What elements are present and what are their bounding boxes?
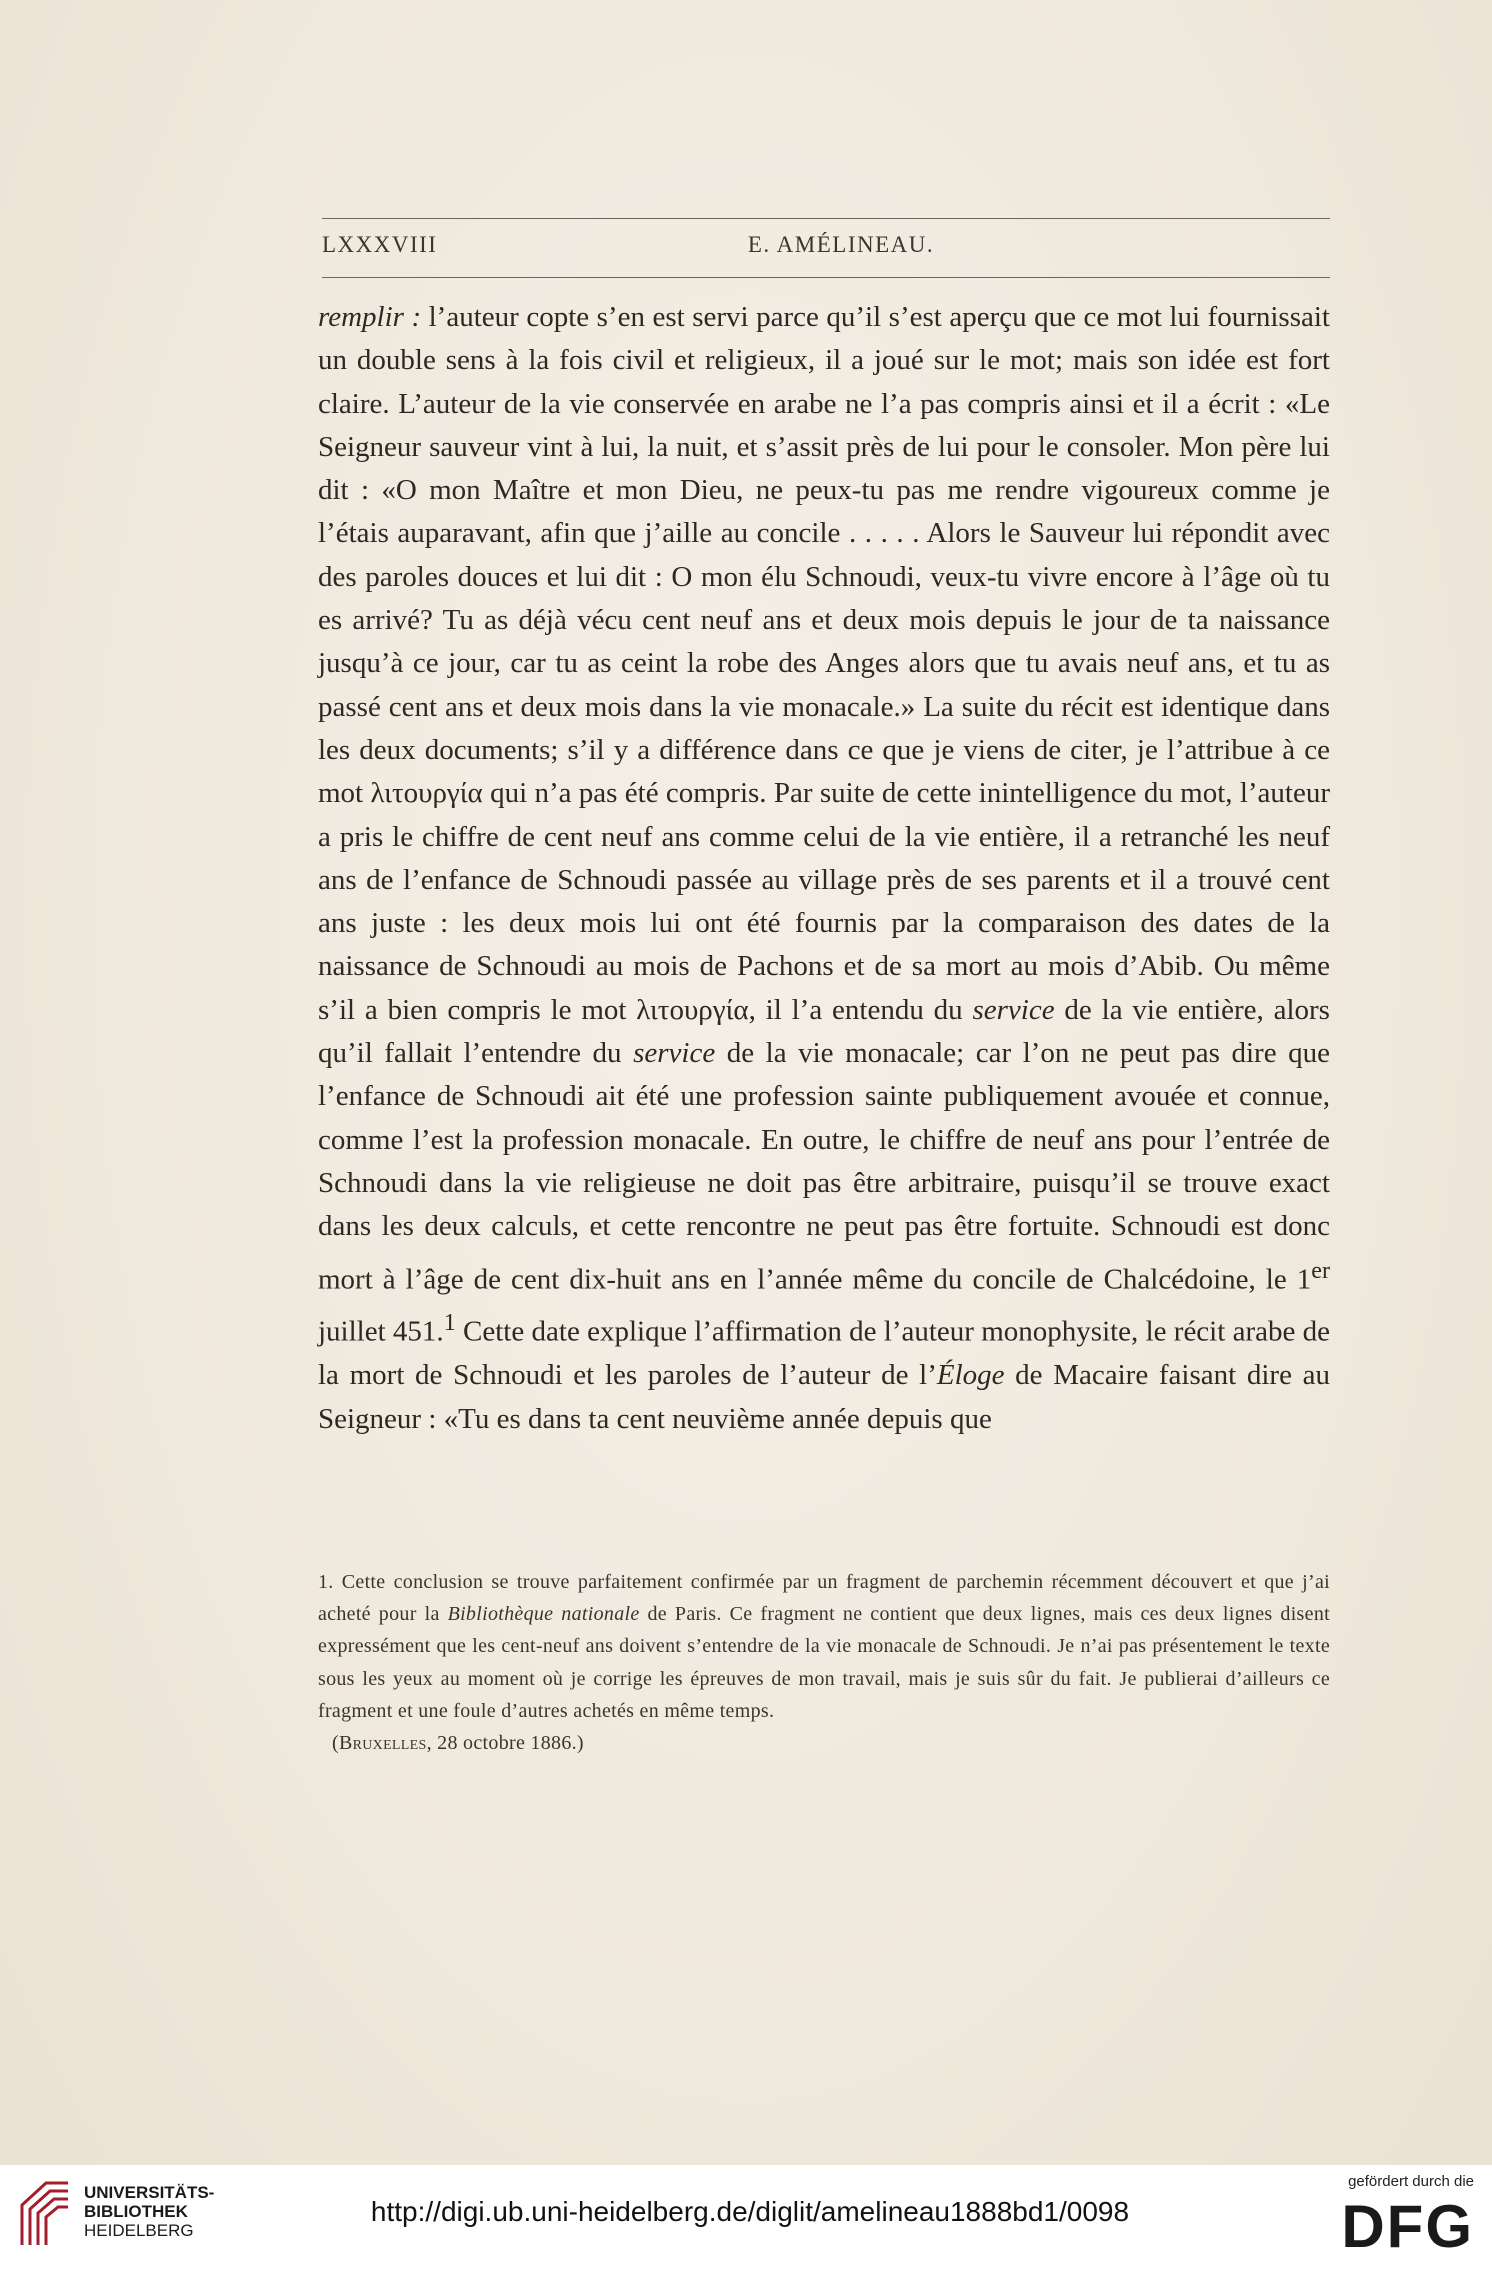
- text-run: Cette date explique l’affirmation de l’auteur monophysite, le récit arabe de la mort de Schnoudi et les paroles de l’auteur de l’: [318, 1316, 1330, 1392]
- footnotes: [318, 1566, 1330, 1759]
- text-run: de la vie monacale; car l’on ne peut pas dire que l’enfance de Schnoudi ait été une profession sainte publiquement avouée et connue, comme l’est la profession monacale. En outre, le chiffre de neuf ans pour l’entrée de Schnoudi dans la vie religieuse ne doit pas être arbitraire, puisqu’il se trouve exact dans les deux calculs, et cette rencontre ne peut pas être fortuite. Schnoudi est donc mort à l’âge de cent dix-huit ans en l’année même du concile de Chalcédoine, le 1: [318, 1037, 1330, 1296]
- footnote-date: [318, 1727, 1330, 1759]
- superscript: er: [1311, 1256, 1330, 1284]
- footnote-marker[interactable]: 1: [443, 1309, 456, 1337]
- text-run: juillet 451.: [318, 1316, 444, 1349]
- italic-word: Bibliothèque nationale: [447, 1603, 640, 1626]
- library-line: UNIVERSITÄTS-: [84, 2183, 215, 2202]
- library-line: HEIDELBERG: [84, 2221, 194, 2240]
- italic-word: service: [633, 1037, 716, 1070]
- text-run: de la vie entière, alors qu’il fallait l’entendre du: [318, 993, 1330, 1070]
- header-rule-top: [322, 218, 1330, 219]
- library-line: BIBLIOTHEK: [84, 2202, 188, 2221]
- italic-word: Éloge: [936, 1359, 1005, 1392]
- ub-heidelberg-logo-icon[interactable]: [16, 2175, 74, 2251]
- italic-word: remplir :: [318, 301, 422, 333]
- header-rule-bottom: [322, 277, 1330, 278]
- text-run: qui n’a pas été compris. Par suite de cette inintelligence du mot, l’auteur a pris le chiffre de cent neuf ans comme celui de la vie entière, il a retranché les neuf ans de l’enfance de Schnoudi passée au village près de ses parents et il a trouvé cent ans juste : les deux mois lui ont été fournis par la comparaison des dates de la naissance de Schnoudi au mois de Pachons et de sa mort au mois d’Abib. Ou même s’il a bien compris le mot: [318, 777, 1330, 1026]
- main-text: [318, 296, 1330, 1441]
- permalink-url[interactable]: http://digi.ub.uni-heidelberg.de/diglit/amelineau1888bd1/0098: [370, 2196, 1130, 2227]
- running-header: [322, 232, 1330, 268]
- paragraph: [318, 296, 1330, 1441]
- text-run: , 28 octobre 1886.): [426, 1732, 584, 1755]
- page-number: LXXXVIII: [322, 232, 438, 257]
- text-run: (: [332, 1732, 339, 1755]
- running-author: E. AMÉLINEAU.: [747, 232, 935, 257]
- footnote-1: [318, 1566, 1330, 1727]
- greek-word: λιτουργία: [636, 993, 749, 1026]
- greek-word: λιτουργία: [370, 777, 483, 810]
- italic-word: service: [972, 993, 1055, 1026]
- text-run: l’auteur copte s’en est servi parce qu’il s’est aperçu que ce mot lui fournissait un double sens à la fois civil et religieux, il a joué sur le mot; mais son idée est fort claire. L’auteur de la vie conservée en arabe ne l’a pas compris ainsi et il a écrit : «Le Seigneur sauveur vint à lui, la nuit, et s’assit près de lui pour le consoler. Mon père lui dit : «O mon Maître et mon Dieu, ne peux-tu pas me rendre vigoureux comme je l’étais auparavant, afin que j’aille au concile . . . . . Alors le Sauveur lui répondit avec des paroles douces et lui dit : O mon élu Schnoudi, veux-tu vivre encore à l’âge où tu es arrivé? Tu as déjà vécu cent neuf ans et deux mois depuis le jour de ta naissance jusqu’à ce jour, car tu as ceint la robe des Anges alors que tu avais neuf ans, et tu as passé cent ans et deux mois dans la vie monacale.» La suite du récit est identique dans les deux documents; s’il y a différence dans ce que je viens de citer, je l’attribue à ce mot: [318, 301, 1330, 810]
- text-run: , il l’a entendu du: [748, 993, 973, 1026]
- viewer-footer: [0, 2165, 1492, 2269]
- text-run: 1. Cette conclusion se trouve parfaitement confirmée par un fragment de parchemin récemment découvert et que j’ai acheté pour la: [318, 1571, 1330, 1626]
- place-name: Bruxelles: [338, 1732, 427, 1755]
- text-run: de Macaire faisant dire au Seigneur : «Tu es dans ta cent neuvième année depuis que: [318, 1359, 1330, 1435]
- text-run: de Paris. Ce fragment ne contient que deux lignes, mais ces deux lignes disent expressément que les cent-neuf ans doivent s’entendre de la vie monacale de Schnoudi. Je n’ai pas présentement le texte sous les yeux au moment où je corrige les épreuves de mon travail, mais je suis sûr du fait. Je publierai d’ailleurs ce fragment et une foule d’autres achetés en même temps.: [318, 1603, 1330, 1722]
- dfg-logo-icon[interactable]: DFG: [1341, 2193, 1474, 2260]
- library-name: [84, 2183, 214, 2240]
- funding-note: gefördert durch die: [1348, 2173, 1474, 2190]
